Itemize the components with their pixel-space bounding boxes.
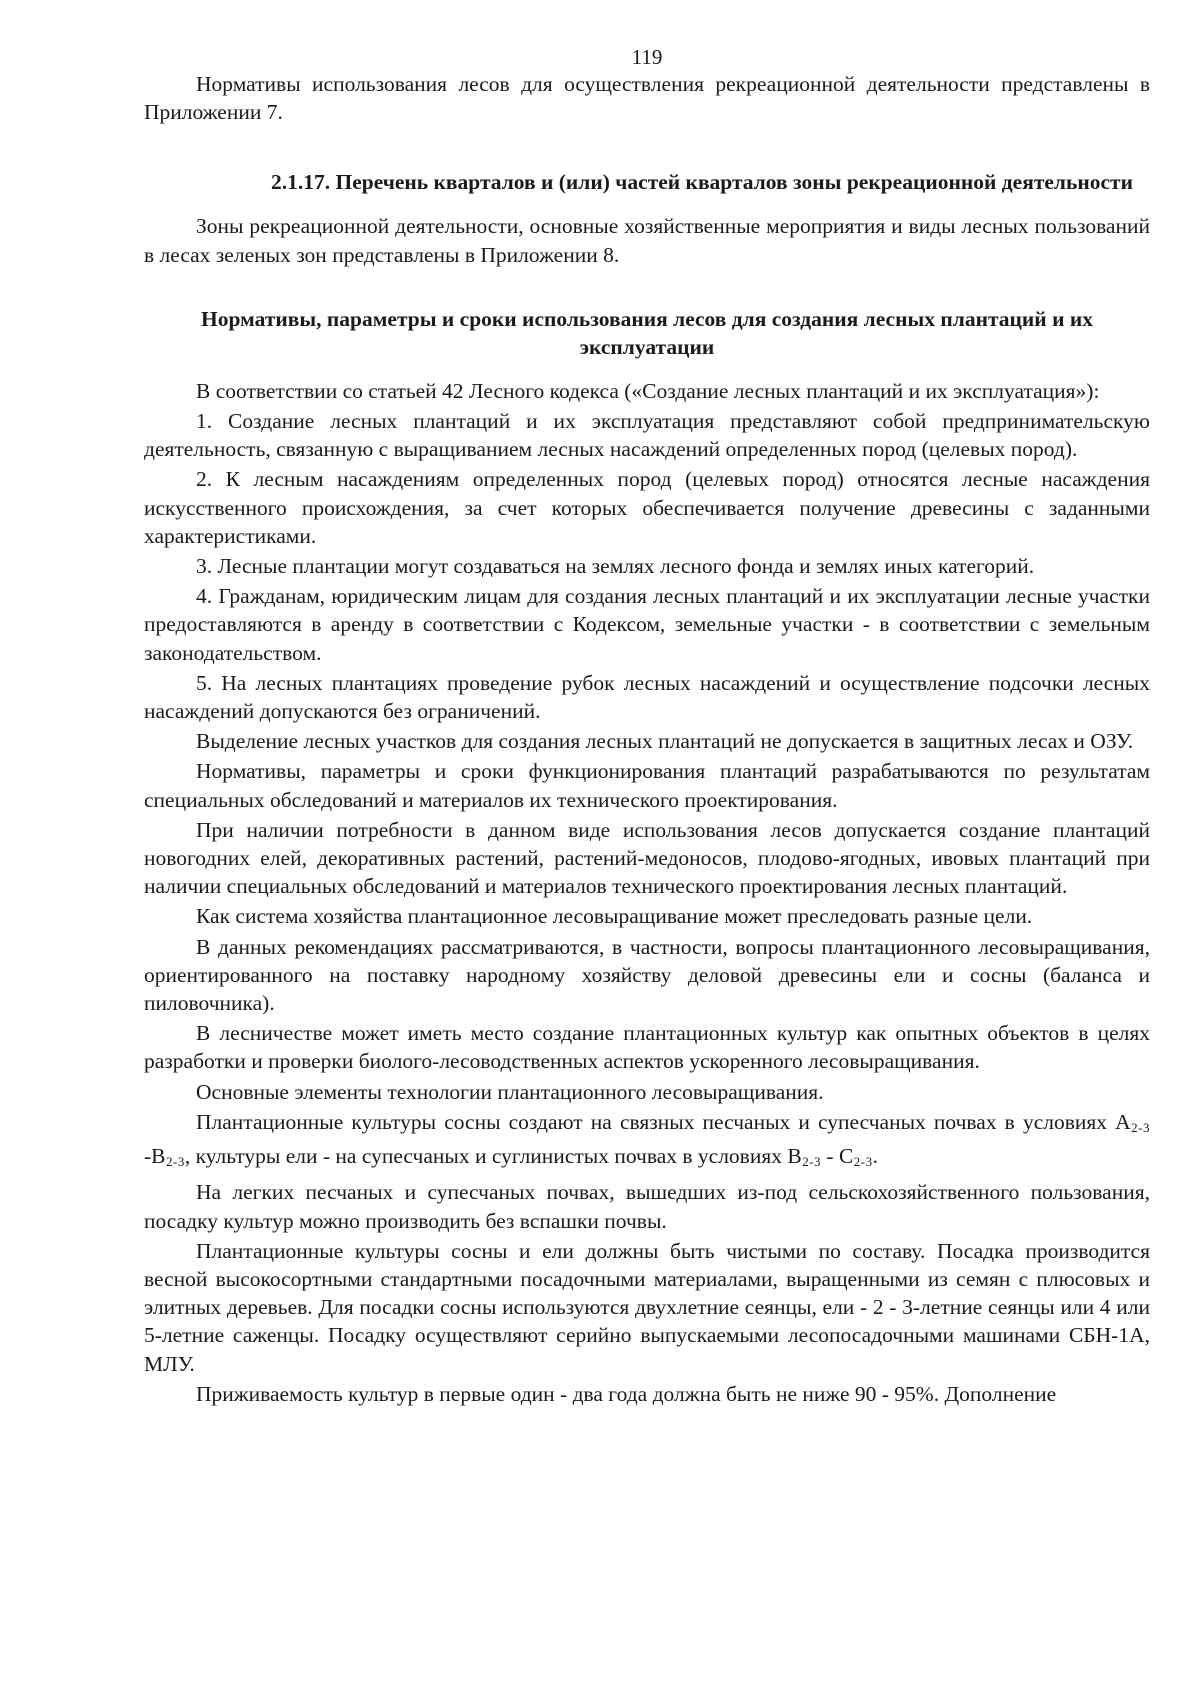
plantations-paragraph: В лесничестве может иметь место создание плантационных культур как опытных объектов в целях разработки и проверки биолого-лесоводственных аспектов ускоренного лесовыращивания. [144,1021,1150,1074]
plantations-paragraph: В соответствии со статьей 42 Лесного кодекса («Создание лесных плантаций и их эксплуатация»): [196,378,1100,403]
plantations-paragraph: При наличии потребности в данном виде использования лесов допускается создание плантаций новогодних елей, декоративных растений, растений-медоносов, плодово-ягодных, ивовых плантаций при наличии специальных обследований и материалов технического проектирования лесных плантаций. [144,817,1150,899]
section-plantations-title: Нормативы, параметры и сроки использования лесов для создания лесных плантаций и их эксплуатации [201,306,1093,359]
plantations-paragraph: Плантационные культуры сосны и ели должны быть чистыми по составу. Посадка производится весной высокосортными стандартными посадочными материалами, выращенными из семян с плюсовых и элитных деревьев. Для посадки сосны используются двухлетние сеянцы, ели - 2 - 3-летние сеянцы или 4 или 5-летние саженцы. Посадку осуществляют серийно выпускаемыми лесопосадочными машинами СБН-1А, МЛУ. [144,1238,1150,1376]
plantations-paragraph: 1. Создание лесных плантаций и их эксплуатация представляют собой предпринимательскую деятельность, связанную с выращиванием лесных насаждений определенных пород (целевых пород). [144,409,1150,462]
plantations-paragraph: Приживаемость культур в первые один - два года должна быть не ниже 90 - 95%. Дополнение [196,1381,1057,1406]
plantations-paragraph: Выделение лесных участков для создания лесных плантаций не допускается в защитных лесах и ОЗУ. [196,729,1134,754]
zone-b-label: $В_{2-3}$ [151,1144,185,1170]
section-2117-paragraph: Зоны рекреационной деятельности, основные хозяйственные мероприятия и виды лесных пользований в лесах зеленых зон представлены в Приложении 8. [144,214,1150,267]
zone-b2-label: $В_{2-3}$ [787,1144,822,1170]
plantations-paragraph: Нормативы, параметры и сроки функционирования плантаций разрабатываются по результатам специальных обследований и материалов их технического проектирования. [144,759,1150,812]
soil-conditions-paragraph: Плантационные культуры сосны создают на связных песчаных и супесчаных почвах в условиях $А_{2-3}$ $-В_{2-3}$, культуры ели - на супесчаных и суглинистых почвах в условиях $В_{2-3} - С_{2-3}$. [144,1109,1150,1170]
plantations-paragraph: 5. На лесных плантациях проведение рубок лесных насаждений и осуществление подсочки лесных насаждений допускаются без ограничений. [144,670,1150,724]
zone-c-label: $С_{2-3}$ [838,1144,873,1170]
plantations-paragraph: Как система хозяйства плантационное лесовыращивание может преследовать разные цели. [196,904,1033,929]
document-page [144,44,1150,1410]
section-2117-title: 2.1.17. Перечень кварталов и (или) частей кварталов зоны рекреационной деятельности [271,170,1133,195]
spacer [144,128,1150,168]
zone-a-label: $А_{2-3}$ [1115,1109,1150,1135]
page-number: 119 [631,45,663,69]
plantations-paragraph: На легких песчаных и супесчаных почвах, вышедших из-под сельскохозяйственного пользования, посадку культур можно производить без вспашки почвы. [144,1180,1150,1233]
plantations-paragraph: 2. К лесным насаждениям определенных пород (целевых пород) относятся лесные насаждения искусственного происхождения, за счет которых обеспечивается получение древесины с заданными характеристиками. [144,467,1150,548]
plantations-paragraph: 3. Лесные плантации могут создаваться на землях лесного фонда и землях иных категорий. [196,554,1035,579]
spacer [144,271,1150,305]
plantations-paragraph: 4. Гражданам, юридическим лицам для создания лесных плантаций и их эксплуатации лесные участки предоставляются в аренду в соответствии с Кодексом, земельные участки - в соответствии с земельным законодательством. [144,584,1150,665]
plantations-paragraph: Основные элементы технологии плантационного лесовыращивания. [196,1079,824,1104]
plantations-paragraph: В данных рекомендациях рассматриваются, в частности, вопросы плантационного лесовыращивания, ориентированного на поставку народному хозяйству деловой древесины ели и сосны (баланса и пиловочника). [144,934,1150,1016]
intro-paragraph: Нормативы использования лесов для осуществления рекреационной деятельности представлены в Приложении 7. [144,72,1150,125]
